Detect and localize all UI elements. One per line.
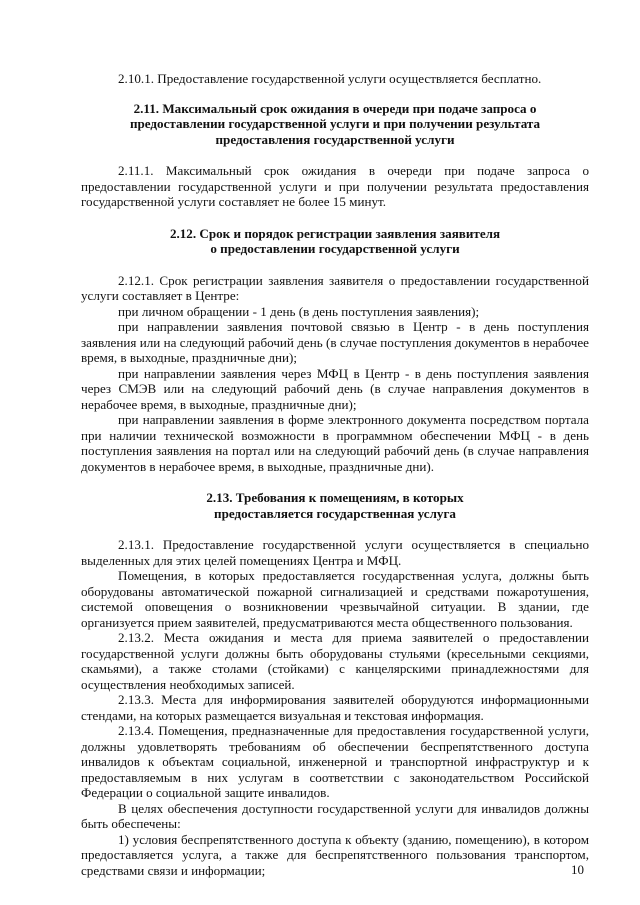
paragraph-2-13-1: 2.13.1. Предоставление государственной услуги осуществляется в специально выделенных для этих целей помещениях Центра и МФЦ. xyxy=(81,537,589,568)
paragraph-2-13-3: 2.13.3. Места для информирования заявителей оборудуются информационными стендами, на которых размещается визуальная и текстовая информация. xyxy=(81,692,589,723)
document-body xyxy=(81,71,589,878)
paragraph-2-13-4-item-1: 1) условия беспрепятственного доступа к объекту (зданию, помещению), в котором предоставляется услуга, а также для беспрепятственного пользования транспортом, средствами связи и информации; xyxy=(81,831,589,878)
paragraph-2-11-1: 2.11.1. Максимальный срок ожидания в очереди при подаче запроса о предоставлении государственной услуги и при получении результата предоставления государственной услуги составляет не более 15 минут. xyxy=(81,163,589,209)
paragraph-2-13-2: 2.13.2. Места ожидания и места для приема заявителей о предоставлении государственной услуги должны быть оборудованы стульями (кресельными секциями, скамьями), а также столами (стойками) с канцелярскими принадлежностями для осуществления необходимых записей. xyxy=(81,630,589,692)
paragraph-2-12-1-mfc: при направлении заявления через МФЦ в Центр - в день поступления заявления через СМЭВ или на следующий рабочий день (в случае направления документов в нерабочее время, в выходные, праздничные дни); xyxy=(81,365,589,412)
paragraph-2-13-4: 2.13.4. Помещения, предназначенные для предоставления государственной услуги, должны удовлетворять требованиям об обеспечении беспрепятственного доступа инвалидов к объектам социальной, инженерной и транспортной инфраструктур и к предоставляемым в них услугам в соответствии с законодательством Российской Федерации о социальной защите инвалидов. xyxy=(81,723,589,800)
heading-2-13-line-2: предоставляется государственная услуга xyxy=(214,505,456,521)
paragraph-2-12-1: 2.12.1. Срок регистрации заявления заявителя о предоставлении государственной услуги составляет в Центре: xyxy=(81,272,589,303)
heading-2-11-line-1: 2.11. Максимальный срок ожидания в очереди при подаче запроса о xyxy=(133,100,537,116)
paragraph-2-13-4-accessibility: В целях обеспечения доступности государственной услуги для инвалидов должны быть обеспечены: xyxy=(81,800,589,831)
heading-2-12-line-1: 2.12. Срок и порядок регистрации заявления заявителя xyxy=(169,225,501,241)
heading-2-12 xyxy=(81,226,589,257)
paragraph-2-12-1-portal: при направлении заявления в форме электронного документа посредством портала при наличии технической возможности в программном обеспечении МФЦ - в день поступления заявления на портал или на следующий рабочий день (в случае направления документов в нерабочее время, в выходные, праздничные дни). xyxy=(81,412,589,474)
paragraph-2-13-1-premises: Помещения, в которых предоставляется государственная услуга, должны быть оборудованы автоматической пожарной сигнализацией и средствами пожаротушения, системой оповещения о возникновении чрезвычайной ситуации. В здании, где организуется прием заявителей, предусматриваются места общественного пользования. xyxy=(81,568,589,630)
paragraph-2-12-1-personal: при личном обращении - 1 день (в день поступления заявления); xyxy=(118,303,480,319)
heading-2-11-line-2: предоставлении государственной услуги и при получении результата xyxy=(129,116,541,131)
paragraph-2-10-1: 2.10.1. Предоставление государственной услуги осуществляется бесплатно. xyxy=(118,71,542,86)
heading-2-11 xyxy=(81,101,589,148)
heading-2-12-line-2: о предоставлении государственной услуги xyxy=(210,241,460,256)
heading-2-13 xyxy=(81,490,589,521)
page-number: 10 xyxy=(571,862,584,877)
heading-2-11-line-3: предоставления государственной услуги xyxy=(215,131,455,147)
heading-2-13-line-1: 2.13. Требования к помещениям, в которых xyxy=(206,490,464,505)
paragraph-2-12-1-post: при направлении заявления почтовой связью в Центр - в день поступления заявления или на следующий рабочий день (в случае поступления документов в нерабочее время, в выходные, праздничные дни); xyxy=(81,319,589,365)
